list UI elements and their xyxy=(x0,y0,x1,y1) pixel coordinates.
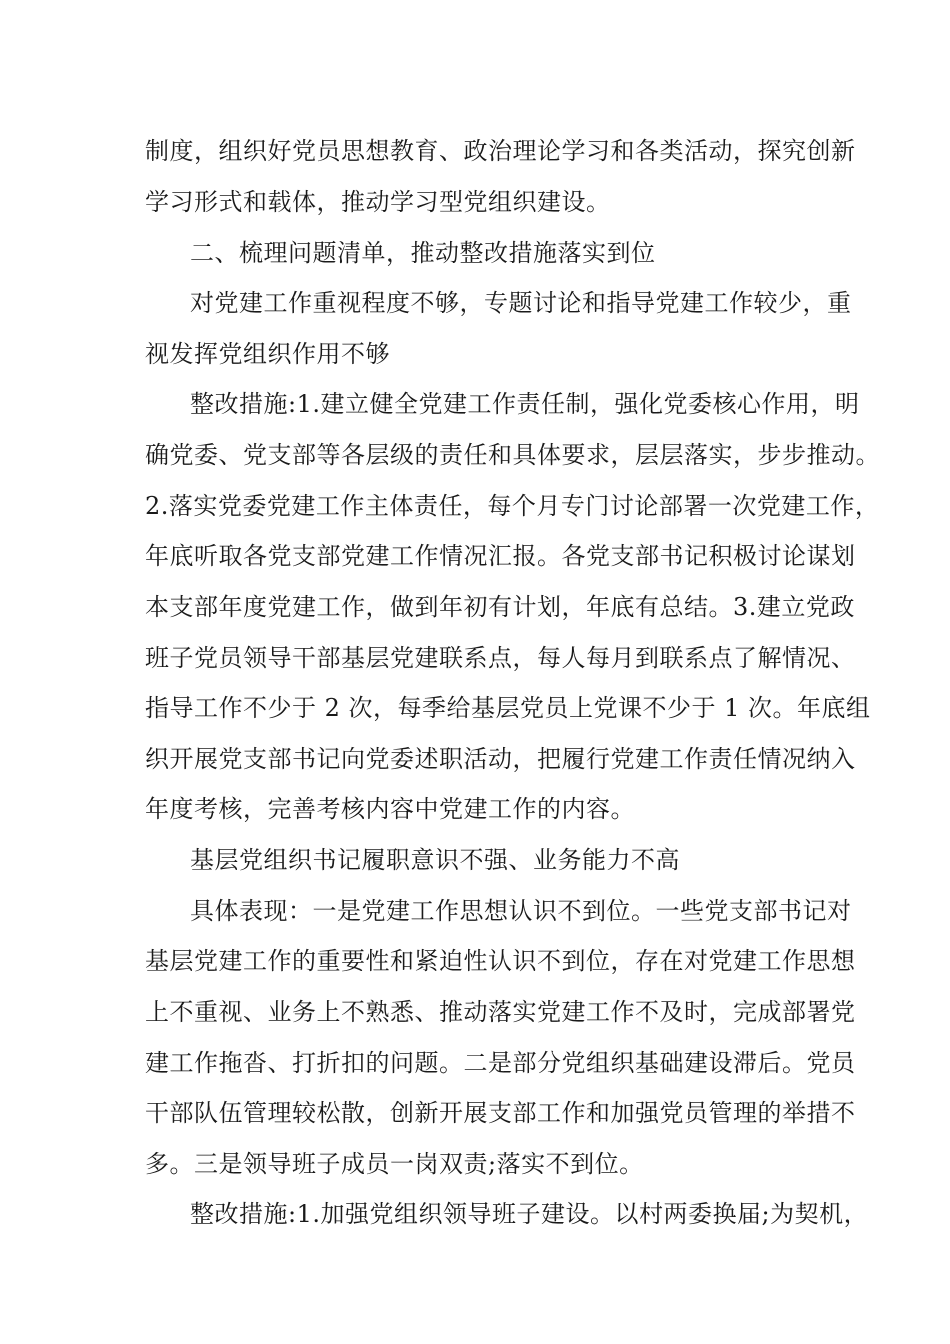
text-line: 确党委、党支部等各层级的责任和具体要求，层层落实，步步推动。 xyxy=(145,441,880,469)
text-line: 本支部年度党建工作，做到年初有计划，年底有总结。3.建立党政 xyxy=(145,593,855,621)
text-line: 2.落实党委党建工作主体责任，每个月专门讨论部署一次党建工作， xyxy=(145,492,880,520)
section-heading: 二、梳理问题清单，推动整改措施落实到位 xyxy=(190,239,656,267)
text-line: 视发挥党组织作用不够 xyxy=(145,340,390,368)
text-line: 织开展党支部书记向党委述职活动，把履行党建工作责任情况纳入 xyxy=(145,745,856,773)
text-line: 学习形式和载体，推动学习型党组织建设。 xyxy=(145,188,611,216)
problem-heading: 基层党组织书记履职意识不强、业务能力不高 xyxy=(190,846,680,874)
text-line: 年底听取各党支部党建工作情况汇报。各党支部书记积极讨论谋划 xyxy=(145,542,856,570)
text-line: 多。三是领导班子成员一岗双责;落实不到位。 xyxy=(145,1150,644,1178)
text-line: 制度，组织好党员思想教育、政治理论学习和各类活动，探究创新 xyxy=(145,137,856,165)
text-line: 指导工作不少于 2 次，每季给基层党员上党课不少于 1 次。年底组 xyxy=(145,694,871,722)
measures-paragraph-start: 整改措施:1.建立健全党建工作责任制，强化党委核心作用，明 xyxy=(190,390,860,418)
text-line: 基层党建工作的重要性和紧迫性认识不到位，存在对党建工作思想 xyxy=(145,947,856,975)
text-line: 班子党员领导干部基层党建联系点，每人每月到联系点了解情况、 xyxy=(145,644,856,672)
measures-paragraph-start: 整改措施:1.加强党组织领导班子建设。以村两委换届;为契机， xyxy=(190,1200,869,1228)
text-line: 建工作拖沓、打折扣的问题。二是部分党组织基础建设滞后。党员 xyxy=(145,1049,856,1077)
details-paragraph-start: 具体表现：一是党建工作思想认识不到位。一些党支部书记对 xyxy=(190,897,852,925)
text-line: 上不重视、业务上不熟悉、推动落实党建工作不及时，完成部署党 xyxy=(145,998,856,1026)
problem-heading: 对党建工作重视程度不够，专题讨论和指导党建工作较少，重 xyxy=(190,289,852,317)
text-line: 干部队伍管理较松散，创新开展支部工作和加强党员管理的举措不 xyxy=(145,1099,856,1127)
text-line: 年度考核，完善考核内容中党建工作的内容。 xyxy=(145,795,635,823)
